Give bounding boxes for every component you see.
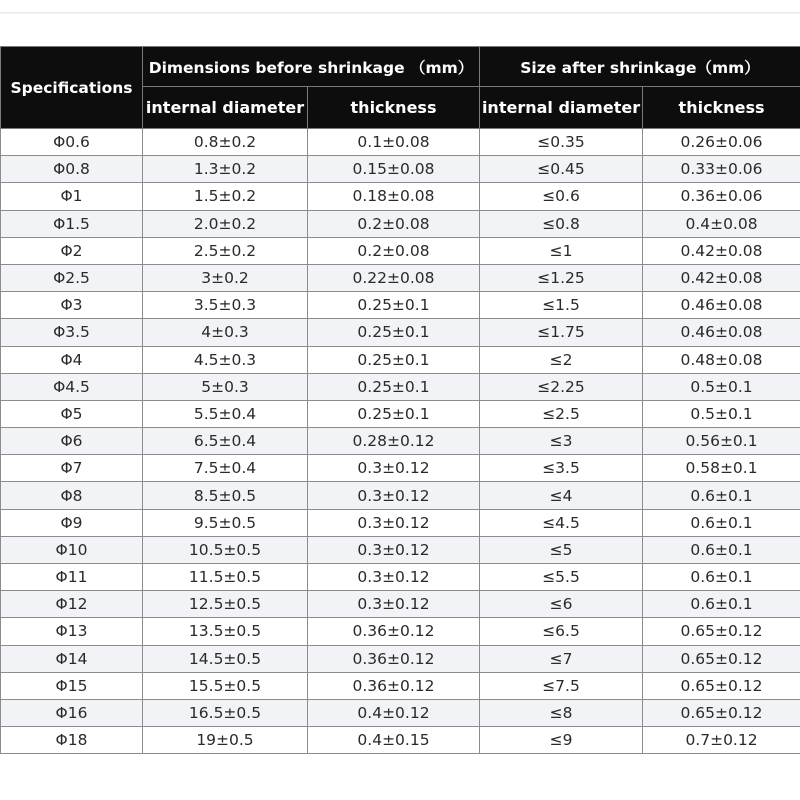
spec-cell: Φ18	[1, 727, 143, 754]
before-thickness-cell: 0.3±0.12	[308, 536, 480, 563]
spec-cell: Φ4.5	[1, 373, 143, 400]
after-thickness-cell: 0.36±0.06	[643, 183, 800, 210]
after-thickness-cell: 0.46±0.08	[643, 292, 800, 319]
before-thickness-cell: 0.1±0.08	[308, 129, 480, 156]
before-thickness-cell: 0.3±0.12	[308, 455, 480, 482]
after-internal-diameter-cell: ≤0.35	[480, 129, 643, 156]
spec-cell: Φ10	[1, 536, 143, 563]
before-internal-diameter-cell: 2.0±0.2	[143, 210, 308, 237]
table-row	[1, 564, 800, 591]
before-internal-diameter-cell: 12.5±0.5	[143, 591, 308, 618]
after-thickness-cell: 0.6±0.1	[643, 591, 800, 618]
after-internal-diameter-cell: ≤4	[480, 482, 643, 509]
before-thickness-cell: 0.2±0.08	[308, 237, 480, 264]
after-internal-diameter-cell: ≤8	[480, 699, 643, 726]
before-thickness-cell: 0.18±0.08	[308, 183, 480, 210]
table-row	[1, 645, 800, 672]
after-internal-diameter-cell: ≤0.8	[480, 210, 643, 237]
before-thickness-cell: 0.3±0.12	[308, 591, 480, 618]
before-internal-diameter-cell: 5±0.3	[143, 373, 308, 400]
table-row	[1, 156, 800, 183]
after-internal-diameter-cell: ≤1.75	[480, 319, 643, 346]
table-row	[1, 292, 800, 319]
spec-cell: Φ4	[1, 346, 143, 373]
after-thickness-cell: 0.33±0.06	[643, 156, 800, 183]
after-internal-diameter-cell: ≤7.5	[480, 672, 643, 699]
after-internal-diameter-cell: ≤2.25	[480, 373, 643, 400]
before-internal-diameter-cell: 19±0.5	[143, 727, 308, 754]
before-internal-diameter-cell: 7.5±0.4	[143, 455, 308, 482]
spec-cell: Φ12	[1, 591, 143, 618]
after-internal-diameter-cell: ≤7	[480, 645, 643, 672]
after-thickness-cell: 0.6±0.1	[643, 482, 800, 509]
table-row	[1, 509, 800, 536]
after-thickness-cell: 0.5±0.1	[643, 400, 800, 427]
specifications-header: Specifications	[1, 47, 143, 129]
table-row	[1, 699, 800, 726]
before-thickness-cell: 0.25±0.1	[308, 373, 480, 400]
spec-cell: Φ2.5	[1, 264, 143, 291]
after-internal-diameter-cell: ≤3.5	[480, 455, 643, 482]
before-internal-diameter-cell: 15.5±0.5	[143, 672, 308, 699]
before-internal-diameter-cell: 1.3±0.2	[143, 156, 308, 183]
after-internal-diameter-cell: ≤1	[480, 237, 643, 264]
after-thickness-cell: 0.58±0.1	[643, 455, 800, 482]
table-row	[1, 672, 800, 699]
table-row	[1, 237, 800, 264]
before-thickness-cell: 0.28±0.12	[308, 428, 480, 455]
table-row	[1, 618, 800, 645]
after-internal-diameter-cell: ≤2	[480, 346, 643, 373]
after-thickness-cell: 0.6±0.1	[643, 509, 800, 536]
spec-cell: Φ2	[1, 237, 143, 264]
after-thickness-cell: 0.5±0.1	[643, 373, 800, 400]
after-thickness-cell: 0.42±0.08	[643, 264, 800, 291]
after-internal-diameter-cell: ≤0.6	[480, 183, 643, 210]
shrinkage-spec-table	[0, 46, 800, 754]
before-internal-diameter-cell: 4±0.3	[143, 319, 308, 346]
before-thickness-cell: 0.4±0.12	[308, 699, 480, 726]
before-internal-diameter-header: internal diameter	[143, 87, 308, 129]
top-divider	[0, 12, 800, 14]
after-internal-diameter-cell: ≤0.45	[480, 156, 643, 183]
table-body	[1, 129, 800, 754]
before-internal-diameter-cell: 2.5±0.2	[143, 237, 308, 264]
after-thickness-cell: 0.65±0.12	[643, 618, 800, 645]
after-thickness-cell: 0.65±0.12	[643, 672, 800, 699]
after-thickness-cell: 0.65±0.12	[643, 645, 800, 672]
after-internal-diameter-cell: ≤5	[480, 536, 643, 563]
table-row	[1, 210, 800, 237]
table-row	[1, 455, 800, 482]
spec-cell: Φ15	[1, 672, 143, 699]
table-header	[1, 47, 800, 129]
spec-cell: Φ11	[1, 564, 143, 591]
after-thickness-cell: 0.42±0.08	[643, 237, 800, 264]
after-thickness-header: thickness	[643, 87, 800, 129]
before-thickness-cell: 0.36±0.12	[308, 645, 480, 672]
after-internal-diameter-cell: ≤6.5	[480, 618, 643, 645]
before-internal-diameter-cell: 13.5±0.5	[143, 618, 308, 645]
table-row	[1, 183, 800, 210]
before-shrinkage-header: Dimensions before shrinkage （mm）	[143, 47, 480, 87]
before-thickness-cell: 0.3±0.12	[308, 564, 480, 591]
spec-cell: Φ6	[1, 428, 143, 455]
before-internal-diameter-cell: 8.5±0.5	[143, 482, 308, 509]
spec-cell: Φ0.8	[1, 156, 143, 183]
after-thickness-cell: 0.4±0.08	[643, 210, 800, 237]
spec-cell: Φ16	[1, 699, 143, 726]
table-row	[1, 346, 800, 373]
after-thickness-cell: 0.7±0.12	[643, 727, 800, 754]
after-thickness-cell: 0.46±0.08	[643, 319, 800, 346]
spec-cell: Φ13	[1, 618, 143, 645]
table-row	[1, 319, 800, 346]
after-thickness-cell: 0.56±0.1	[643, 428, 800, 455]
spec-cell: Φ8	[1, 482, 143, 509]
after-thickness-cell: 0.6±0.1	[643, 536, 800, 563]
before-internal-diameter-cell: 16.5±0.5	[143, 699, 308, 726]
before-internal-diameter-cell: 3±0.2	[143, 264, 308, 291]
before-internal-diameter-cell: 0.8±0.2	[143, 129, 308, 156]
table-row	[1, 482, 800, 509]
before-thickness-cell: 0.36±0.12	[308, 618, 480, 645]
after-thickness-cell: 0.48±0.08	[643, 346, 800, 373]
before-internal-diameter-cell: 9.5±0.5	[143, 509, 308, 536]
before-thickness-cell: 0.22±0.08	[308, 264, 480, 291]
before-thickness-cell: 0.36±0.12	[308, 672, 480, 699]
table-row	[1, 428, 800, 455]
before-internal-diameter-cell: 10.5±0.5	[143, 536, 308, 563]
spec-cell: Φ1.5	[1, 210, 143, 237]
spec-cell: Φ14	[1, 645, 143, 672]
before-thickness-cell: 0.25±0.1	[308, 346, 480, 373]
table-row	[1, 400, 800, 427]
table-row	[1, 536, 800, 563]
before-thickness-cell: 0.25±0.1	[308, 292, 480, 319]
before-thickness-cell: 0.4±0.15	[308, 727, 480, 754]
spec-cell: Φ1	[1, 183, 143, 210]
before-internal-diameter-cell: 4.5±0.3	[143, 346, 308, 373]
after-internal-diameter-cell: ≤5.5	[480, 564, 643, 591]
spec-cell: Φ5	[1, 400, 143, 427]
spec-cell: Φ0.6	[1, 129, 143, 156]
after-shrinkage-header: Size after shrinkage（mm）	[480, 47, 800, 87]
table-row	[1, 129, 800, 156]
before-internal-diameter-cell: 14.5±0.5	[143, 645, 308, 672]
spec-cell: Φ9	[1, 509, 143, 536]
before-thickness-cell: 0.25±0.1	[308, 400, 480, 427]
after-internal-diameter-cell: ≤2.5	[480, 400, 643, 427]
after-thickness-cell: 0.65±0.12	[643, 699, 800, 726]
after-internal-diameter-cell: ≤3	[480, 428, 643, 455]
before-thickness-cell: 0.15±0.08	[308, 156, 480, 183]
after-internal-diameter-cell: ≤1.25	[480, 264, 643, 291]
after-internal-diameter-cell: ≤4.5	[480, 509, 643, 536]
table-row	[1, 591, 800, 618]
spec-cell: Φ3.5	[1, 319, 143, 346]
spec-cell: Φ3	[1, 292, 143, 319]
before-thickness-header: thickness	[308, 87, 480, 129]
before-thickness-cell: 0.3±0.12	[308, 482, 480, 509]
table-row	[1, 373, 800, 400]
after-internal-diameter-cell: ≤9	[480, 727, 643, 754]
before-thickness-cell: 0.3±0.12	[308, 509, 480, 536]
after-internal-diameter-header: internal diameter	[480, 87, 643, 129]
after-internal-diameter-cell: ≤1.5	[480, 292, 643, 319]
before-internal-diameter-cell: 3.5±0.3	[143, 292, 308, 319]
spec-cell: Φ7	[1, 455, 143, 482]
before-internal-diameter-cell: 6.5±0.4	[143, 428, 308, 455]
before-internal-diameter-cell: 11.5±0.5	[143, 564, 308, 591]
before-thickness-cell: 0.2±0.08	[308, 210, 480, 237]
table-row	[1, 727, 800, 754]
after-internal-diameter-cell: ≤6	[480, 591, 643, 618]
before-thickness-cell: 0.25±0.1	[308, 319, 480, 346]
after-thickness-cell: 0.6±0.1	[643, 564, 800, 591]
before-internal-diameter-cell: 5.5±0.4	[143, 400, 308, 427]
table-row	[1, 264, 800, 291]
before-internal-diameter-cell: 1.5±0.2	[143, 183, 308, 210]
after-thickness-cell: 0.26±0.06	[643, 129, 800, 156]
